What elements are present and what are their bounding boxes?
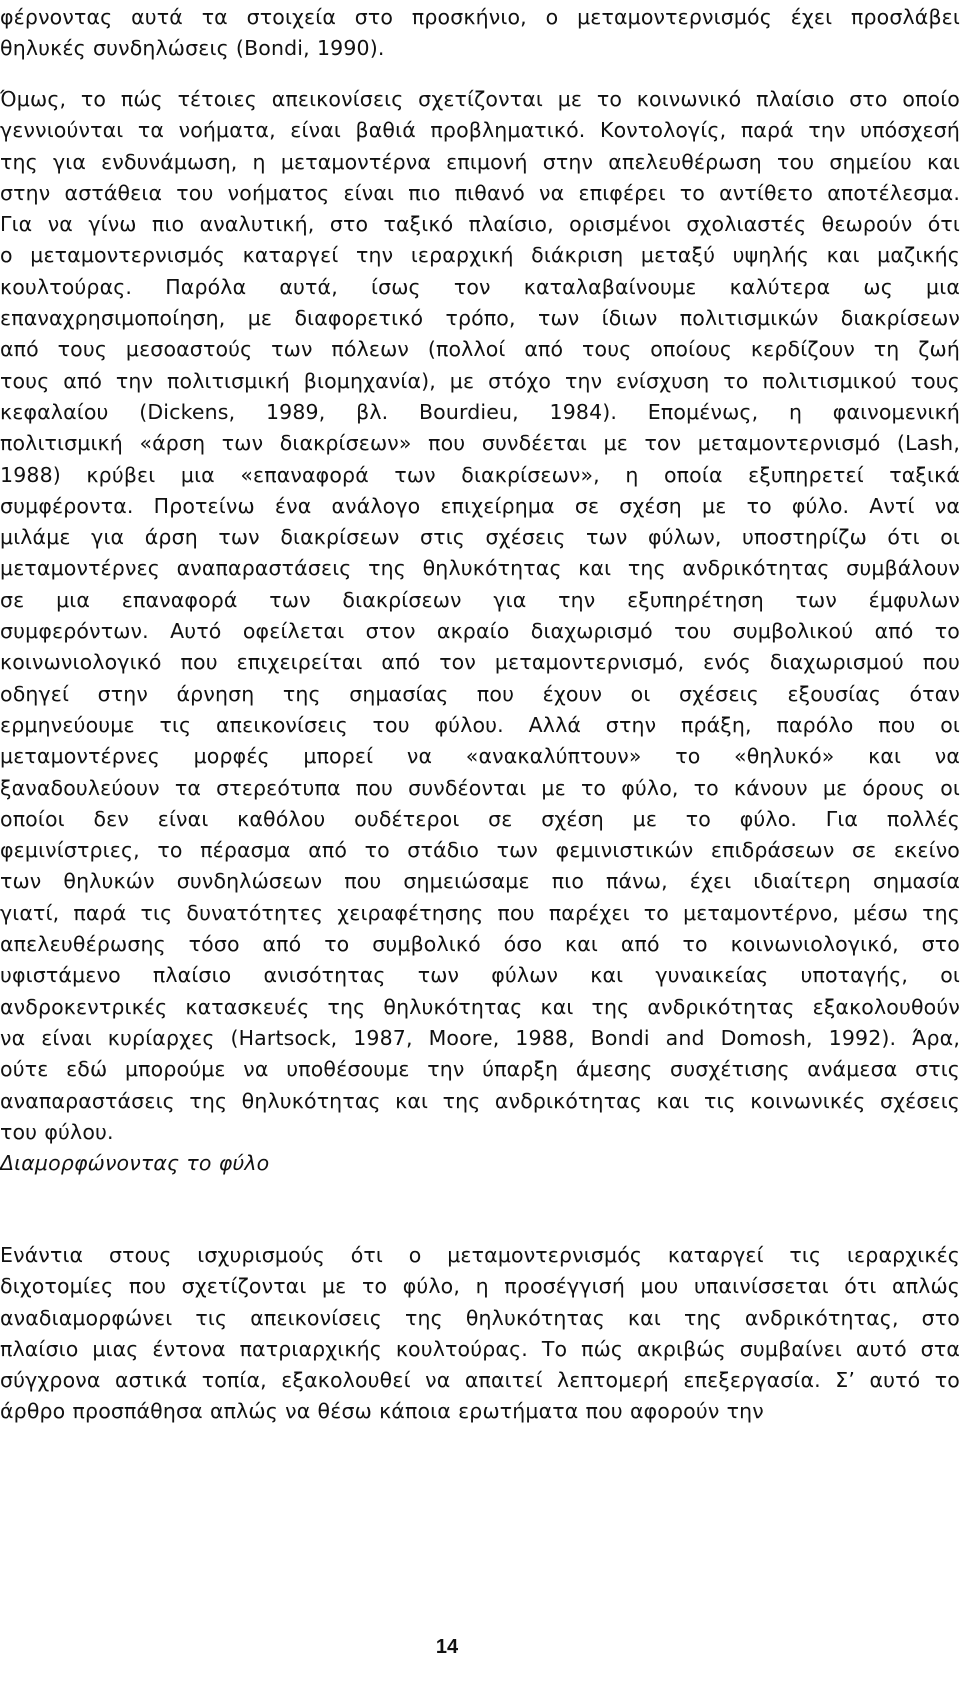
text-line: σύγχρονα αστικά τοπία, εξακολουθεί να απαιτεί λεπτομερή επεξεργασία. Σ’ αυτό το: [0, 1368, 960, 1393]
text-line: κεφαλαίου (Dickens, 1989, βλ. Bourdieu, 1984). Επομένως, η φαινομενική: [0, 399, 960, 424]
text-line: αναδιαμορφώνει τις απεικονίσεις της θηλυκότητας και της ανδρικότητας, στο: [0, 1305, 960, 1330]
page-number: 14: [435, 1636, 459, 1658]
text-line: της για ενδυνάμωση, η μεταμοντέρνα επιμονή στην απελευθέρωση του σημείου και: [0, 149, 960, 174]
text-line: φεμινίστριες, το πέρασμα από το στάδιο των φεμινιστικών επιδράσεων σε εκείνο: [0, 838, 960, 863]
text-line: γεννιούνται τα νοήματα, είναι βαθιά προβληματικό. Κοντολογίς, παρά την υπόσχεσή: [0, 118, 960, 143]
text-line: τους από την πολιτισμική βιομηχανία), με στόχο την ενίσχυση το πολιτισμικού τους: [0, 368, 960, 393]
text-line: Για να γίνω πιο αναλυτική, στο ταξικό πλαίσιο, ορισμένοι σχολιαστές θεωρούν ότι: [0, 212, 960, 237]
text-line: κουλτούρας. Παρόλα αυτά, ίσως τον καταλαβαίνουμε καλύτερα ως μια: [0, 274, 960, 299]
text-line: ανδροκεντρικές κατασκευές της θηλυκότητας και της ανδρικότητας εξακολουθούν: [0, 994, 960, 1019]
paragraph-continuation: [0, 2, 960, 65]
text-line: απελευθέρωσης τόσο από το συμβολικό όσο και από το κοινωνιολογικό, στο: [0, 932, 960, 957]
text-line: να είναι κυρίαρχες (Hartsock, 1987, Moore, 1988, Bondi and Domosh, 1992). Άρα,: [0, 1025, 960, 1050]
text-line: ερμηνεύουμε τις απεικονίσεις του φύλου. Αλλά στην πράξη, παρόλο που οι: [0, 712, 960, 737]
text-line: μεταμοντέρνες αναπαραστάσεις της θηλυκότητας και της ανδρικότητας συμβάλουν: [0, 556, 960, 581]
paragraph-main: [0, 84, 960, 1148]
text-line: των θηλυκών συνδηλώσεων που σημειώσαμε πιο πάνω, έχει ιδιαίτερη σημασία: [0, 869, 960, 894]
text-line: ξαναδουλεύουν τα στερεότυπα που συνδέονται με το φύλο, το κάνουν με όρους οι: [0, 775, 960, 800]
text-line: σε μια επαναφορά των διακρίσεων για την εξυπηρέτηση των έμφυλων: [0, 587, 960, 612]
text-line: φέρνοντας αυτά τα στοιχεία στο προσκήνιο, ο μεταμοντερνισμός έχει προσλάβει: [0, 5, 960, 29]
text-line: από τους μεσοαστούς των πόλεων (πολλοί από τους οποίους κερδίζουν τη ζωή: [0, 337, 960, 362]
section-heading: Διαμορφώνοντας το φύλο: [0, 1151, 270, 1175]
section-heading-block: [0, 1148, 960, 1179]
text-line: γιατί, παρά τις δυνατότητες χειραφέτησης που παρέχει το μεταμοντέρνο, μέσω της: [0, 900, 960, 925]
text-line: στην αστάθεια του νοήματος είναι πιο πιθανό να επιφέρει το αντίθετο αποτέλεσμα.: [0, 180, 960, 205]
text-line: οδηγεί στην άρνηση της σημασίας που έχουν οι σχέσεις εξουσίας όταν: [0, 681, 960, 706]
text-line: μιλάμε για άρση των διακρίσεων στις σχέσεις των φύλων, υποστηρίζω ότι οι: [0, 525, 960, 550]
text-line: ούτε εδώ μπορούμε να υποθέσουμε την ύπαρξη άμεσης συσχέτισης ανάμεσα στις: [0, 1057, 960, 1082]
text-line: επαναχρησιμοποίηση, με διαφορετικό τρόπο, των ίδιων πολιτισμικών διακρίσεων: [0, 306, 960, 331]
text-line: Ενάντια στους ισχυρισμούς ότι ο μεταμοντερνισμός καταργεί τις ιεραρχικές: [0, 1243, 960, 1267]
text-line: αναπαραστάσεις της θηλυκότητας και της ανδρικότητας και τις κοινωνικές σχέσεις: [0, 1088, 960, 1113]
text-line: συμφερόντων. Αυτό οφείλεται στον ακραίο διαχωρισμό του συμβολικού από το: [0, 619, 960, 644]
text-line: του φύλου.: [0, 1119, 114, 1144]
paragraph-section: [0, 1240, 960, 1428]
text-line: Όμως, το πώς τέτοιες απεικονίσεις σχετίζονται με το κοινωνικό πλαίσιο στο οποίο: [0, 87, 960, 111]
text-line: διχοτομίες που σχετίζονται με το φύλο, η προσέγγισή μου υπαινίσσεται ότι απλώς: [0, 1274, 960, 1299]
text-line: 1988) κρύβει μια «επαναφορά των διακρίσεων», η οποία εξυπηρετεί ταξικά: [0, 462, 960, 487]
text-line: συμφέροντα. Προτείνω ένα ανάλογο επιχείρημα σε σχέση με το φύλο. Αντί να: [0, 493, 960, 518]
text-line: κοινωνιολογικό που επιχειρείται από τον μεταμοντερνισμό, ενός διαχωρισμού που: [0, 650, 960, 675]
text-line: ο μεταμοντερνισμός καταργεί την ιεραρχική διάκριση μεταξύ υψηλής και μαζικής: [0, 243, 960, 268]
text-line: άρθρο προσπάθησα απλώς να θέσω κάποια ερωτήματα που αφορούν την: [0, 1399, 764, 1424]
text-line: μεταμοντέρνες μορφές μπορεί να «ανακαλύπτουν» το «θηλυκό» και να: [0, 744, 960, 769]
text-line: πολιτισμική «άρση των διακρίσεων» που συνδέεται με τον μεταμοντερνισμό (Lash,: [0, 431, 960, 456]
text-line: θηλυκές συνδηλώσεις (Bondi, 1990).: [0, 36, 385, 61]
text-line: υφιστάμενο πλαίσιο ανισότητας των φύλων και γυναικείας υποταγής, οι: [0, 963, 960, 988]
text-line: πλαίσιο μιας έντονα πατριαρχικής κουλτούρας. Το πώς ακριβώς συμβαίνει αυτό στα: [0, 1336, 960, 1361]
text-line: οποίοι δεν είναι καθόλου ουδέτεροι σε σχέση με το φύλο. Για πολλές: [0, 806, 960, 831]
